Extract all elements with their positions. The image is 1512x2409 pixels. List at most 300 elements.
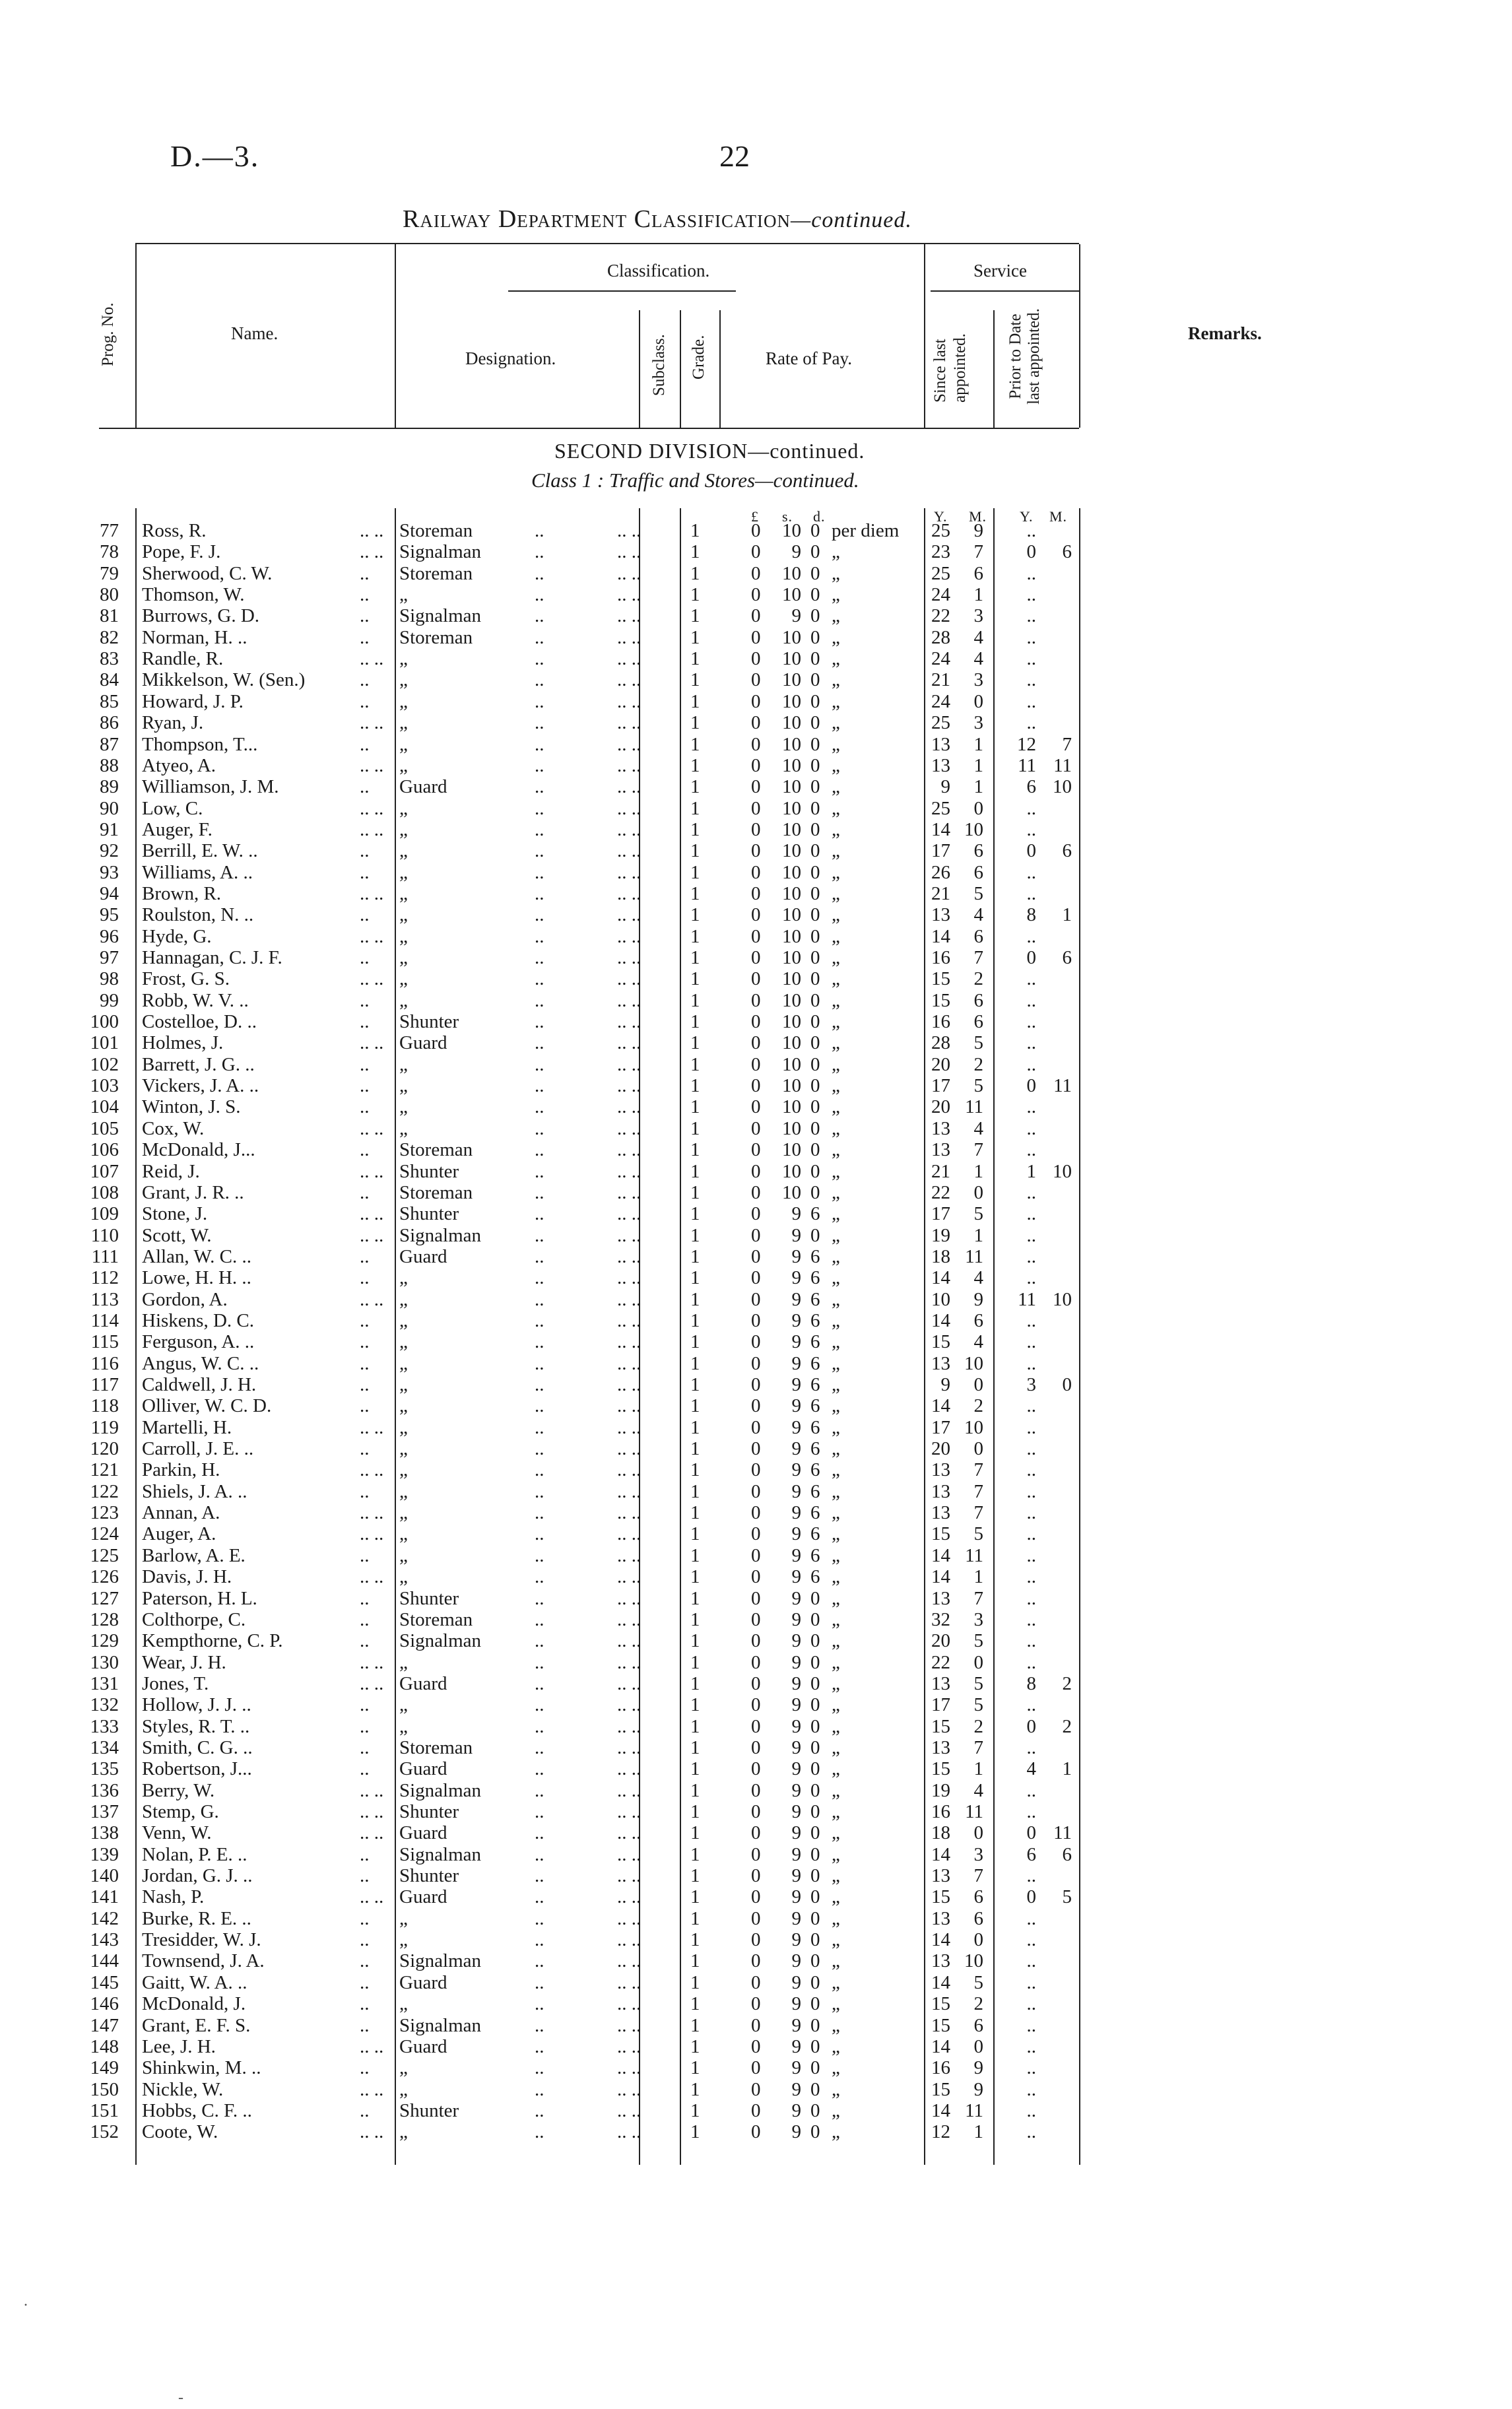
prior-months: 11 [1053, 754, 1072, 776]
pay-pounds: 0 [751, 1416, 761, 1438]
grade: 1 [690, 1117, 700, 1139]
since-years: 19 [931, 1224, 950, 1246]
prior-years: .. [1026, 989, 1036, 1011]
since-months: 2 [973, 1395, 983, 1417]
table-row [0, 819, 1512, 840]
grade: 1 [690, 947, 700, 968]
pay-pence: 6 [810, 1395, 820, 1417]
designation: „ [399, 797, 408, 819]
prior-years: 0 [1026, 1822, 1036, 1844]
since-years: 13 [931, 904, 950, 926]
pay-shillings: 9 [791, 1309, 801, 1331]
pay-pounds: 0 [751, 1181, 761, 1203]
pay-pounds: 0 [751, 776, 761, 798]
leader-dots-designation: .. [535, 1651, 544, 1673]
employee-name: Cox, W. [142, 1117, 205, 1139]
grade: 1 [690, 861, 700, 883]
leader-dots-designation: .. .. [617, 1309, 641, 1331]
since-months: 11 [965, 1544, 983, 1566]
pay-shillings: 10 [782, 562, 801, 584]
table-row [0, 1267, 1512, 1288]
pay-pounds: 0 [751, 754, 761, 776]
leader-dots-designation: .. .. [617, 1395, 641, 1417]
employee-name: Costelloe, D. .. [142, 1011, 257, 1033]
pay-unit: „ [832, 947, 840, 968]
since-years: 18 [931, 1245, 950, 1267]
employee-name: Grant, J. R. .. [142, 1181, 244, 1203]
leader-dots-designation: .. [535, 1502, 544, 1524]
leader-dots: .. [360, 861, 370, 883]
leader-dots: .. [360, 1929, 370, 1951]
leader-dots: .. .. [360, 520, 384, 541]
table-row [0, 1417, 1512, 1438]
leader-dots: .. [360, 1139, 370, 1161]
table-row [0, 1096, 1512, 1117]
leader-dots-designation: .. .. [617, 1011, 641, 1033]
table-row [0, 1225, 1512, 1246]
grade: 1 [690, 882, 700, 904]
employee-name: Shinkwin, M. .. [142, 2057, 261, 2079]
grade: 1 [690, 1331, 700, 1353]
employee-name: Frost, G. S. [142, 968, 230, 990]
table-row [0, 1822, 1512, 1843]
designation: „ [399, 1288, 408, 1310]
pay-shillings: 9 [791, 1587, 801, 1609]
pay-pence: 0 [810, 584, 820, 606]
row-number: 115 [90, 1331, 119, 1353]
grade: 1 [690, 1203, 700, 1225]
pay-shillings: 9 [791, 1502, 801, 1524]
pay-pence: 6 [810, 1331, 820, 1353]
employee-name: Allan, W. C. .. [142, 1245, 251, 1267]
leader-dots-designation: .. .. [617, 1181, 641, 1203]
grade: 1 [690, 1459, 700, 1481]
pay-unit: „ [832, 1630, 840, 1652]
row-number: 128 [90, 1608, 119, 1630]
since-years: 15 [931, 2078, 950, 2100]
row-number: 120 [90, 1438, 119, 1460]
leader-dots-designation: .. [535, 669, 544, 691]
since-months: 11 [965, 1096, 983, 1118]
leader-dots-designation: .. [535, 1480, 544, 1502]
leader-dots-designation: .. [535, 733, 544, 755]
since-months: 3 [973, 712, 983, 734]
pay-pounds: 0 [751, 1672, 761, 1694]
leader-dots-designation: .. [535, 1779, 544, 1801]
leader-dots: .. [360, 2057, 370, 2079]
pay-shillings: 10 [782, 712, 801, 734]
designation: „ [399, 2078, 408, 2100]
grade: 1 [690, 1160, 700, 1182]
since-months: 7 [973, 1736, 983, 1758]
leader-dots-designation: .. [535, 1843, 544, 1865]
pay-pence: 0 [810, 840, 820, 862]
leader-dots: .. .. [360, 968, 384, 990]
since-years: 14 [931, 1971, 950, 1993]
employee-name: Berrill, E. W. .. [142, 840, 258, 862]
employee-name: Ferguson, A. .. [142, 1331, 255, 1353]
row-number: 85 [100, 690, 119, 712]
prior-years: .. [1026, 2014, 1036, 2036]
employee-name: Smith, C. G. .. [142, 1736, 253, 1758]
leader-dots-designation: .. [535, 1053, 544, 1075]
pay-shillings: 9 [791, 1566, 801, 1588]
since-years: 15 [931, 2014, 950, 2036]
leader-dots-designation: .. [535, 1075, 544, 1097]
leader-dots: .. .. [360, 541, 384, 563]
row-number: 141 [90, 1886, 119, 1908]
leader-dots-designation: .. [535, 2078, 544, 2100]
prior-years: .. [1026, 1331, 1036, 1353]
employee-name: Nash, P. [142, 1886, 205, 1908]
prior-months: 6 [1062, 947, 1072, 968]
prior-months: 2 [1062, 1672, 1072, 1694]
pay-unit: „ [832, 818, 840, 840]
leader-dots-designation: .. .. [617, 1801, 641, 1822]
designation: „ [399, 690, 408, 712]
pay-shillings: 9 [791, 1993, 801, 2015]
designation: „ [399, 1075, 408, 1097]
leader-dots-designation: .. [535, 2035, 544, 2057]
leader-dots: .. .. [360, 1779, 384, 1801]
pay-pence: 0 [810, 1801, 820, 1822]
row-number: 82 [100, 626, 119, 648]
designation: Storeman [399, 1608, 473, 1630]
header-divider-rate [719, 310, 721, 428]
pay-unit: „ [832, 1309, 840, 1331]
leader-dots-designation: .. [535, 1309, 544, 1331]
employee-name: Scott, W. [142, 1224, 212, 1246]
pay-pounds: 0 [751, 648, 761, 670]
pay-unit: „ [832, 1096, 840, 1118]
pay-pounds: 0 [751, 541, 761, 563]
table-row [0, 712, 1512, 733]
prior-months: 11 [1053, 1822, 1072, 1844]
pay-unit: „ [832, 1715, 840, 1737]
pay-shillings: 9 [791, 1865, 801, 1887]
pay-shillings: 9 [791, 1779, 801, 1801]
designation: Signalman [399, 1843, 482, 1865]
leader-dots-designation: .. [535, 1139, 544, 1161]
table-row [0, 798, 1512, 819]
prior-years: .. [1026, 882, 1036, 904]
prior-years: .. [1026, 520, 1036, 541]
leader-dots: .. .. [360, 1886, 384, 1908]
leader-dots-designation: .. .. [617, 1758, 641, 1780]
pay-shillings: 9 [791, 2035, 801, 2057]
pay-pence: 0 [810, 712, 820, 734]
row-number: 94 [100, 882, 119, 904]
grade: 1 [690, 1843, 700, 1865]
designation: „ [399, 818, 408, 840]
employee-name: Williamson, J. M. [142, 776, 279, 798]
leader-dots-designation: .. [535, 925, 544, 947]
pay-pence: 6 [810, 1544, 820, 1566]
since-months: 7 [973, 1139, 983, 1161]
row-number: 147 [90, 2014, 119, 2036]
prior-years: 6 [1026, 1843, 1036, 1865]
employee-name: Williams, A. .. [142, 861, 253, 883]
pay-pence: 0 [810, 626, 820, 648]
leader-dots-designation: .. .. [617, 541, 641, 563]
leader-dots-designation: .. [535, 1032, 544, 1054]
leader-dots-designation: .. .. [617, 904, 641, 926]
pay-unit: „ [832, 904, 840, 926]
pay-unit: „ [832, 1736, 840, 1758]
since-months: 2 [973, 1993, 983, 2015]
leader-dots-designation: .. [535, 690, 544, 712]
employee-name: McDonald, J... [142, 1139, 255, 1161]
leader-dots: .. [360, 1011, 370, 1033]
leader-dots: .. [360, 1544, 370, 1566]
prior-years: .. [1026, 1801, 1036, 1822]
prior-years: .. [1026, 1993, 1036, 2015]
leader-dots-designation: .. .. [617, 1651, 641, 1673]
pay-pence: 0 [810, 754, 820, 776]
row-number: 98 [100, 968, 119, 990]
prior-months: 1 [1062, 904, 1072, 926]
leader-dots: .. .. [360, 818, 384, 840]
leader-dots-designation: .. [535, 1907, 544, 1929]
pay-unit: „ [832, 1053, 840, 1075]
since-months: 9 [973, 2078, 983, 2100]
pay-pence: 0 [810, 605, 820, 627]
since-years: 28 [931, 1032, 950, 1054]
designation: „ [399, 968, 408, 990]
grade: 1 [690, 776, 700, 798]
table-row [0, 1246, 1512, 1267]
leader-dots-designation: .. .. [617, 584, 641, 606]
employee-name: Burke, R. E. .. [142, 1907, 251, 1929]
leader-dots: .. .. [360, 1117, 384, 1139]
pay-unit: „ [832, 1181, 840, 1203]
header-name: Name. [231, 323, 279, 343]
pay-pence: 0 [810, 1181, 820, 1203]
row-number: 134 [90, 1736, 119, 1758]
leader-dots-designation: .. .. [617, 1288, 641, 1310]
pay-pounds: 0 [751, 1822, 761, 1844]
leader-dots-designation: .. .. [617, 1715, 641, 1737]
pay-shillings: 10 [782, 947, 801, 968]
pay-pence: 6 [810, 1459, 820, 1481]
pay-pence: 0 [810, 669, 820, 691]
leader-dots: .. .. [360, 925, 384, 947]
leader-dots-designation: .. .. [617, 1352, 641, 1374]
since-years: 13 [931, 1950, 950, 1972]
table-row [0, 1609, 1512, 1630]
pay-pounds: 0 [751, 520, 761, 541]
pay-pence: 0 [810, 1651, 820, 1673]
leader-dots: .. [360, 776, 370, 798]
since-years: 28 [931, 626, 950, 648]
leader-dots-designation: .. [535, 584, 544, 606]
since-months: 5 [973, 1971, 983, 1993]
leader-dots-designation: .. .. [617, 754, 641, 776]
since-months: 2 [973, 968, 983, 990]
grade: 1 [690, 541, 700, 563]
grade: 1 [690, 1822, 700, 1844]
pay-unit: „ [832, 1694, 840, 1716]
prior-years: .. [1026, 1395, 1036, 1417]
pay-pounds: 0 [751, 1544, 761, 1566]
row-number: 107 [90, 1160, 119, 1182]
grade: 1 [690, 2121, 700, 2143]
employee-name: Stemp, G. [142, 1801, 219, 1822]
leader-dots-designation: .. .. [617, 840, 641, 862]
pay-unit: „ [832, 1523, 840, 1545]
leader-dots-designation: .. [535, 1181, 544, 1203]
pay-unit: „ [832, 754, 840, 776]
since-years: 13 [931, 1587, 950, 1609]
employee-name: Nickle, W. [142, 2078, 224, 2100]
row-number: 102 [90, 1053, 119, 1075]
prior-years: .. [1026, 861, 1036, 883]
pay-shillings: 9 [791, 1672, 801, 1694]
pay-pounds: 0 [751, 1480, 761, 1502]
header-subclass: Subclass. [650, 334, 668, 396]
leader-dots-designation: .. [535, 1758, 544, 1780]
employee-name: Ross, R. [142, 520, 207, 541]
document-reference: D.—3. [170, 139, 260, 173]
leader-dots-designation: .. .. [617, 1416, 641, 1438]
row-number: 151 [90, 2099, 119, 2121]
row-number: 138 [90, 1822, 119, 1844]
leader-dots: .. [360, 1843, 370, 1865]
pay-pence: 0 [810, 733, 820, 755]
row-number: 137 [90, 1801, 119, 1822]
leader-dots: .. .. [360, 882, 384, 904]
pay-pence: 0 [810, 1075, 820, 1097]
grade: 1 [690, 1395, 700, 1417]
pay-pence: 0 [810, 861, 820, 883]
employee-name: Davis, J. H. [142, 1566, 232, 1588]
since-months: 0 [973, 797, 983, 819]
since-years: 14 [931, 1843, 950, 1865]
leader-dots-designation: .. .. [617, 562, 641, 584]
pay-pence: 6 [810, 1502, 820, 1524]
pay-unit: „ [832, 1971, 840, 1993]
since-years: 17 [931, 1203, 950, 1225]
pay-unit: „ [832, 1203, 840, 1225]
page-title-suffix: —continued. [791, 208, 912, 232]
prior-months: 5 [1062, 1886, 1072, 1908]
table-row [0, 1310, 1512, 1331]
row-number: 142 [90, 1907, 119, 1929]
since-months: 4 [973, 904, 983, 926]
row-number: 84 [100, 669, 119, 691]
prior-years: .. [1026, 1011, 1036, 1033]
pay-shillings: 10 [782, 989, 801, 1011]
row-number: 105 [90, 1117, 119, 1139]
designation: „ [399, 1715, 408, 1737]
leader-dots-designation: .. .. [617, 1438, 641, 1460]
leader-dots: .. .. [360, 2035, 384, 2057]
table-row [0, 1118, 1512, 1139]
employee-name: Annan, A. [142, 1502, 220, 1524]
leader-dots: .. .. [360, 797, 384, 819]
leader-dots: .. [360, 605, 370, 627]
page-title-main: Railway Department Classification [403, 205, 791, 233]
prior-years: .. [1026, 1566, 1036, 1588]
since-months: 3 [973, 669, 983, 691]
pay-pounds: 0 [751, 1758, 761, 1780]
table-row [0, 584, 1512, 605]
leader-dots-designation: .. [535, 840, 544, 862]
pay-pence: 0 [810, 520, 820, 541]
pay-pence: 0 [810, 1587, 820, 1609]
grade: 1 [690, 1053, 700, 1075]
pay-unit: „ [832, 989, 840, 1011]
grade: 1 [690, 1267, 700, 1289]
row-number: 129 [90, 1630, 119, 1652]
since-months: 0 [973, 2035, 983, 2057]
designation: „ [399, 1438, 408, 1460]
pay-pence: 0 [810, 1032, 820, 1054]
leader-dots-designation: .. [535, 1523, 544, 1545]
prior-years: .. [1026, 1971, 1036, 1993]
pay-pounds: 0 [751, 1053, 761, 1075]
grade: 1 [690, 1011, 700, 1033]
pay-shillings: 9 [791, 1459, 801, 1481]
pay-pounds: 0 [751, 690, 761, 712]
grade: 1 [690, 904, 700, 926]
pay-pence: 6 [810, 1309, 820, 1331]
pay-unit: per diem [832, 520, 900, 541]
prior-years: .. [1026, 1651, 1036, 1673]
employee-name: Robertson, J... [142, 1758, 252, 1780]
prior-years: .. [1026, 1181, 1036, 1203]
pay-unit: „ [832, 1502, 840, 1524]
leader-dots-designation: .. [535, 1288, 544, 1310]
since-years: 21 [931, 882, 950, 904]
pay-unit: „ [832, 1331, 840, 1353]
table-row [0, 541, 1512, 562]
since-months: 6 [973, 562, 983, 584]
since-years: 14 [931, 1309, 950, 1331]
table-row [0, 734, 1512, 755]
row-number: 116 [90, 1352, 119, 1374]
pay-shillings: 10 [782, 776, 801, 798]
pay-unit: „ [832, 1011, 840, 1033]
since-years: 22 [931, 1181, 950, 1203]
since-years: 24 [931, 584, 950, 606]
leader-dots-designation: .. [535, 1865, 544, 1887]
leader-dots: .. [360, 1309, 370, 1331]
pay-unit: „ [832, 1779, 840, 1801]
row-number: 86 [100, 712, 119, 734]
prior-years: .. [1026, 1139, 1036, 1161]
table-row [0, 990, 1512, 1011]
header-service: Service [973, 261, 1027, 280]
pay-pence: 0 [810, 1736, 820, 1758]
leader-dots: .. .. [360, 712, 384, 734]
pay-pence: 0 [810, 1822, 820, 1844]
pay-pence: 0 [810, 1672, 820, 1694]
grade: 1 [690, 1801, 700, 1822]
prior-years: 4 [1026, 1758, 1036, 1780]
prior-months: 10 [1053, 776, 1072, 798]
since-months: 10 [964, 1416, 983, 1438]
prior-years: 11 [1018, 754, 1036, 776]
leader-dots: .. [360, 840, 370, 862]
table-row [0, 2057, 1512, 2078]
designation: Guard [399, 2035, 447, 2057]
pay-pounds: 0 [751, 1608, 761, 1630]
leader-dots-designation: .. .. [617, 1779, 641, 1801]
grade: 1 [690, 1416, 700, 1438]
table-row [0, 1374, 1512, 1395]
pay-shillings: 9 [791, 1480, 801, 1502]
